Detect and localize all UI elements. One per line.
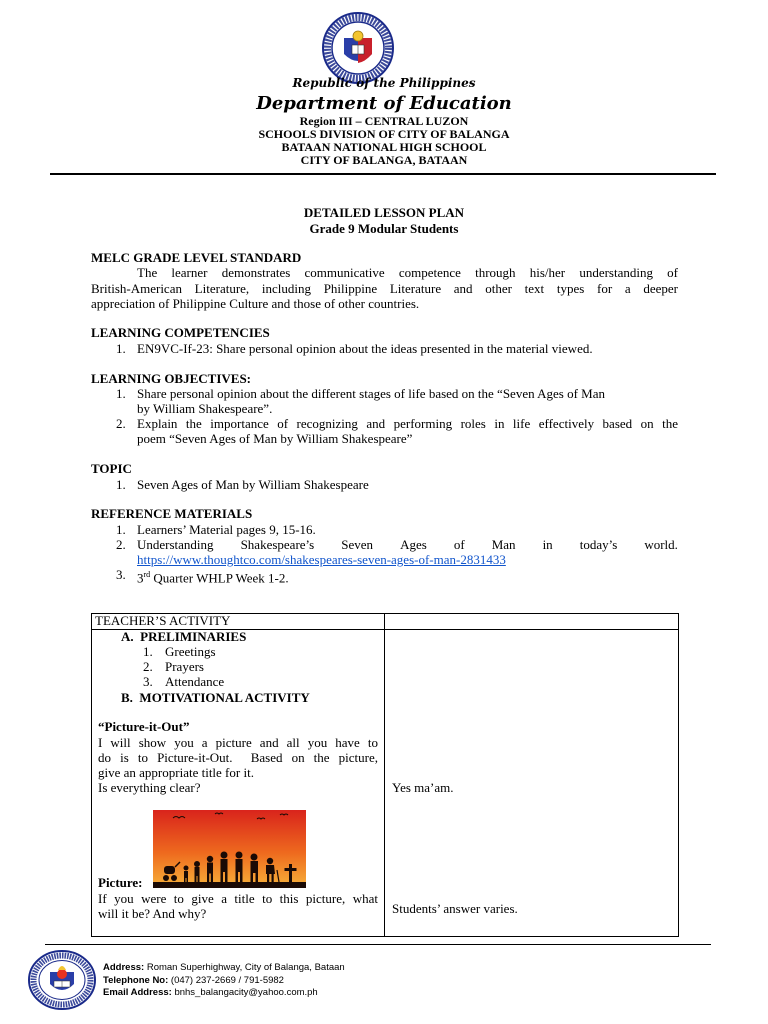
melc-line-2: British-American Literature, including Philippine Literature and other text types for a deeper <box>91 281 678 296</box>
objective-2-line-2: poem “Seven Ages of Man by William Shakespeare” <box>137 431 413 446</box>
objective-2-line-1: Explain the importance of recognizing and performing roles in life effectively based on the <box>137 416 678 431</box>
teacher-activity-header: TEACHER’S ACTIVITY <box>95 613 231 628</box>
school-line: BATAAN NATIONAL HIGH SCHOOL <box>281 140 487 154</box>
activity-title: “Picture-it-Out” <box>98 719 190 734</box>
division-line: SCHOOLS DIVISION OF CITY OF BALANGA <box>258 127 510 141</box>
ref-word: in <box>542 537 553 552</box>
phone-label: Telephone No: <box>103 974 169 986</box>
email-label: Email Address: <box>103 987 172 998</box>
email-value: bnhs_balangacity@yahoo.com.ph <box>171 987 318 998</box>
ref3-num: 3 <box>137 570 144 586</box>
footer-phone <box>103 975 345 988</box>
department-name: Department of Education <box>256 93 512 114</box>
objectives-heading: LEARNING OBJECTIVES: <box>91 371 252 386</box>
competencies-heading: LEARNING COMPETENCIES <box>91 325 270 340</box>
topic-heading: TOPIC <box>91 461 132 476</box>
list-number: 2. <box>143 659 153 674</box>
header-divider <box>50 173 716 175</box>
list-number: 1. <box>116 477 126 492</box>
competency-item: EN9VC-If-23: Share personal opinion about the ideas presented in the material viewed. <box>137 341 593 356</box>
plan-subtitle: Grade 9 Modular Students <box>309 221 459 236</box>
bnhs-logo <box>28 950 96 1010</box>
objective-1-line-2: by William Shakespeare”. <box>137 401 273 416</box>
instruction-line-2: do is to Picture-it-Out. Based on the picture, <box>98 750 378 765</box>
reference-item-3 <box>137 567 289 586</box>
ref-word: Ages <box>400 537 427 552</box>
list-number: 1. <box>116 386 126 401</box>
phone-value: (047) 237-2669 / 791-5982 <box>168 974 284 986</box>
footer-email <box>103 987 345 1000</box>
question-line-1: If you were to give a title to this picture, what <box>98 891 378 906</box>
list-number: 3. <box>116 567 126 582</box>
republic-line: Republic of the Philippines <box>292 76 476 90</box>
prelim-attendance: Attendance <box>165 674 225 689</box>
list-number: 2. <box>116 416 126 431</box>
column-divider <box>384 614 385 936</box>
region-line: Region III – CENTRAL LUZON <box>299 114 469 128</box>
instruction-line-1: I will show you a picture and all you have to <box>98 735 378 750</box>
footer-divider <box>45 944 711 945</box>
melc-line-3: appreciation of Philippine Culture and those of other countries. <box>91 296 420 311</box>
city-line: CITY OF BALANGA, BATAAN <box>300 153 468 167</box>
response-2: Students’ answer varies. <box>392 901 518 916</box>
ref-word: Seven <box>341 537 374 552</box>
ref-word: today’s <box>579 537 618 552</box>
references-heading: REFERENCE MATERIALS <box>91 506 253 521</box>
plan-title: DETAILED LESSON PLAN <box>303 205 465 220</box>
ref3-rest: Quarter WHLP Week 1-2. <box>150 570 289 586</box>
objective-1-line-1: Share personal opinion about the different stages of life based on the “Seven Ages of Man <box>137 386 605 401</box>
list-number: 1. <box>116 522 126 537</box>
section-a-title: A. PRELIMINARIES <box>121 629 247 644</box>
prelim-greetings: Greetings <box>165 644 216 659</box>
reference-link[interactable]: https://www.thoughtco.com/shakespeares-seven-ages-of-man-2831433 <box>137 552 506 567</box>
footer-address <box>103 962 345 975</box>
list-number: 1. <box>143 644 153 659</box>
ref-word: world. <box>644 537 678 552</box>
address-value: Roman Superhighway, City of Balanga, Bataan <box>144 962 345 973</box>
address-label: Address: <box>103 962 145 973</box>
topic-item: Seven Ages of Man by William Shakespeare <box>137 477 369 492</box>
ref-word: Man <box>491 537 516 552</box>
ref-word: Shakespeare’s <box>240 537 315 552</box>
melc-heading: MELC GRADE LEVEL STANDARD <box>91 250 302 265</box>
ref-word: Understanding <box>137 537 214 552</box>
list-number: 1. <box>116 341 126 356</box>
ages-of-man-picture <box>153 810 306 888</box>
picture-label: Picture: <box>98 875 143 890</box>
section-b-title: B. MOTIVATIONAL ACTIVITY <box>121 690 310 705</box>
ref-word: of <box>453 537 465 552</box>
instruction-line-3: give an appropriate title for it. <box>98 765 254 780</box>
reference-item-1: Learners’ Material pages 9, 15-16. <box>137 522 316 537</box>
prelim-prayers: Prayers <box>165 659 204 674</box>
question-line-2: will it be? And why? <box>98 906 207 921</box>
melc-line-1: The learner demonstrates communicative competence through his/her understanding of <box>137 265 678 280</box>
list-number: 2. <box>116 537 126 552</box>
deped-seal <box>322 12 394 84</box>
footer-contact <box>103 962 345 1000</box>
list-number: 3. <box>143 674 153 689</box>
instruction-line-4: Is everything clear? <box>98 780 201 795</box>
response-1: Yes ma’am. <box>392 780 454 795</box>
reference-item-2-text <box>137 537 678 553</box>
ref3-sup: rd <box>143 570 151 579</box>
